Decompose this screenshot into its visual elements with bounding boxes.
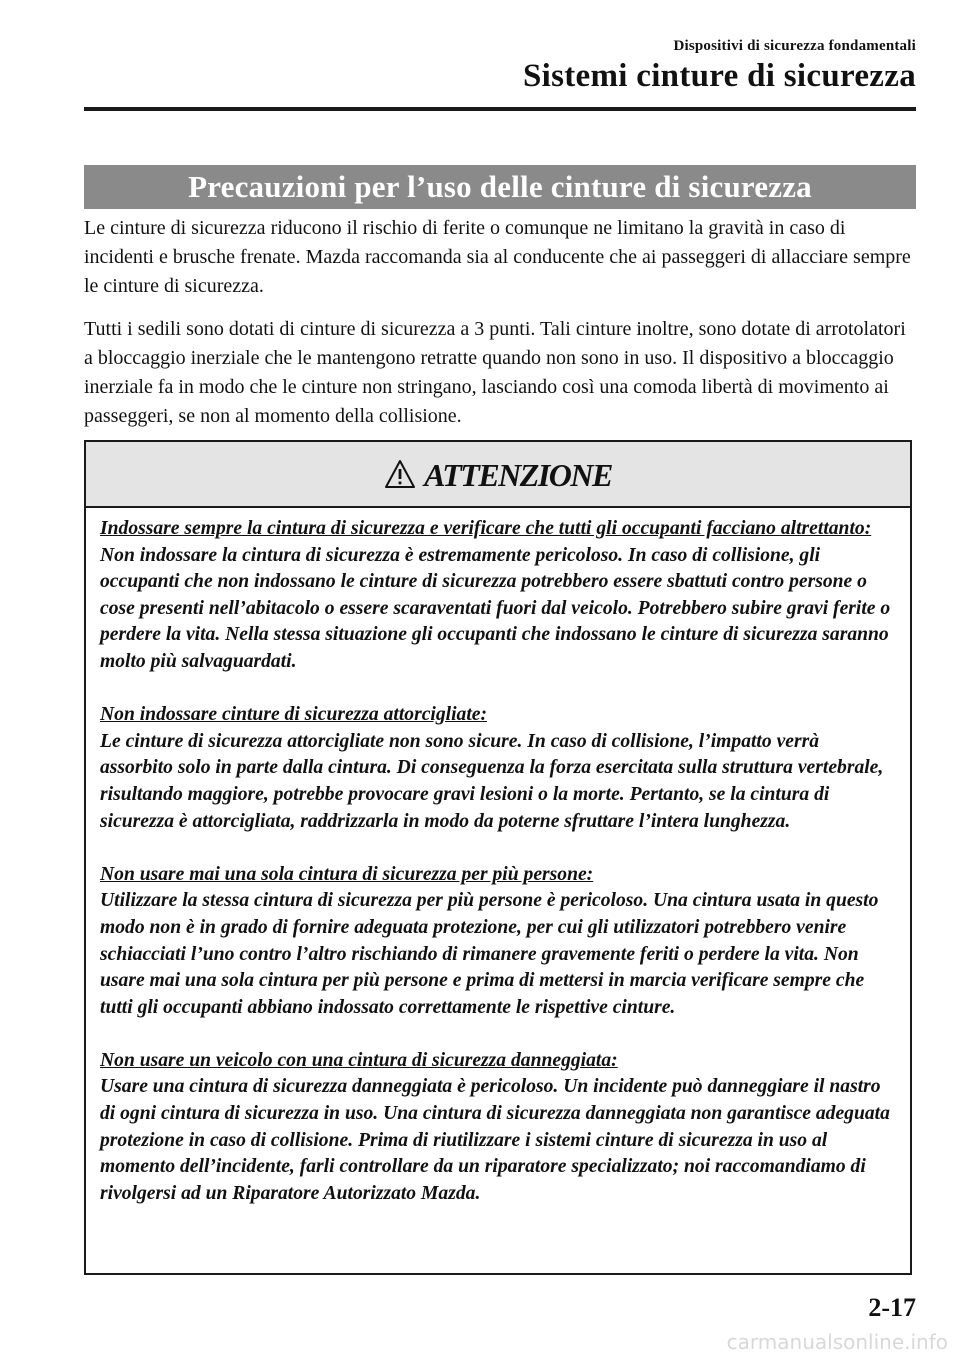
section-title: Precauzioni per l’uso delle cinture di sicurezza bbox=[84, 165, 916, 209]
header-divider bbox=[84, 107, 916, 111]
retractor-paragraph: Tutti i sedili sono dotati di cinture di sicurezza a 3 punti. Tali cinture inoltre, sono dotate di arrotolatori a bloccaggio inerziale che le mantengono retratte quando non sono in uso. Il dispositivo a bloccaggio inerziale fa in modo che le cinture non stringano, lasciando così una comoda libertà di movimento ai passeggeri, se non al momento della collisione. bbox=[84, 318, 906, 427]
page-number: 2-17 bbox=[868, 1293, 916, 1322]
warning-item bbox=[100, 516, 896, 676]
warning-box bbox=[84, 440, 912, 1275]
warning-item-text: Utilizzare la stessa cintura di sicurezza per più persone è pericoloso. Una cintura usata in questo modo non è in grado di fornire adeguata protezione, per cui gli utilizzatori potrebbero venire schiacciati l’uno contro l’altro rischiando di rimanere gravemente feriti o perdere la vita. Non usare mai una sola cintura per più persone e prima di mettersi in marcia verificare sempre che tutti gli occupanti abbiano indossato correttamente le rispettive cinture. bbox=[100, 890, 879, 1018]
warning-body bbox=[86, 508, 910, 1207]
warning-item-heading: Non usare un veicolo con una cintura di sicurezza danneggiata: bbox=[100, 1049, 618, 1071]
warning-item-text: Usare una cintura di sicurezza danneggiata è pericoloso. Un incidente può danneggiare il nastro di ogni cintura di sicurezza in uso. Una cintura di sicurezza danneggiata non garantisce adeguata protezione in caso di collisione. Prima di riutilizzare i sistemi cinture di sicurezza in uso al momento dell’incidente, farli controllare da un riparatore specializzato; noi raccomandiamo di rivolgersi ad un Riparatore Autorizzato Mazda. bbox=[100, 1076, 890, 1204]
warning-item-heading: Indossare sempre la cintura di sicurezza e verificare che tutti gli occupanti facciano altrettanto: bbox=[100, 518, 872, 539]
intro-paragraph: Le cinture di sicurezza riducono il rischio di ferite o comunque ne limitano la gravità in caso di incidenti e brusche frenate. Mazda raccomanda sia al conducente che ai passeggeri di allacciare sempre le cinture di sicurezza. bbox=[84, 217, 911, 297]
page-title: Sistemi cinture di sicurezza bbox=[522, 58, 916, 94]
warning-header bbox=[86, 442, 910, 508]
warning-item-text: Le cinture di sicurezza attorcigliate non sono sicure. In caso di collisione, l’impatto verrà assorbito solo in parte dalla cintura. Di conseguenza la forza esercitata sulla struttura vertebrale, risultando maggiore, potrebbe provocare gravi lesioni o la morte. Pertanto, se la cintura di sicurezza è attorcigliata, raddrizzarla in modo da poterne sfruttare l’intera lunghezza. bbox=[100, 730, 884, 832]
warning-item-heading: Non indossare cinture di sicurezza attorcigliate: bbox=[100, 704, 488, 726]
footer-watermark: carmanualsonline.info bbox=[726, 1330, 948, 1354]
warning-item bbox=[100, 862, 896, 1022]
warning-item-text: Non indossare la cintura di sicurezza è estremamente pericoloso. In caso di collisione, gli occupanti che non indossano le cinture di sicurezza potrebbero essere sbattuti contro persone o cose presenti nell’abitacolo o essere scaraventati fuori dal veicolo. Potrebbero subire gravi ferite o perdere la vita. Nella stessa situazione gli occupanti che indossano le cinture di sicurezza saranno molto più salvaguardati. bbox=[100, 544, 891, 672]
warning-item bbox=[100, 702, 896, 835]
warning-item-heading: Non usare mai una sola cintura di sicurezza per più persone: bbox=[100, 863, 594, 885]
chapter-title: Dispositivi di sicurezza fondamentali bbox=[673, 38, 916, 54]
warning-triangle-icon bbox=[384, 459, 416, 489]
warning-title: ATTENZIONE bbox=[424, 456, 612, 493]
warning-item bbox=[100, 1048, 896, 1208]
